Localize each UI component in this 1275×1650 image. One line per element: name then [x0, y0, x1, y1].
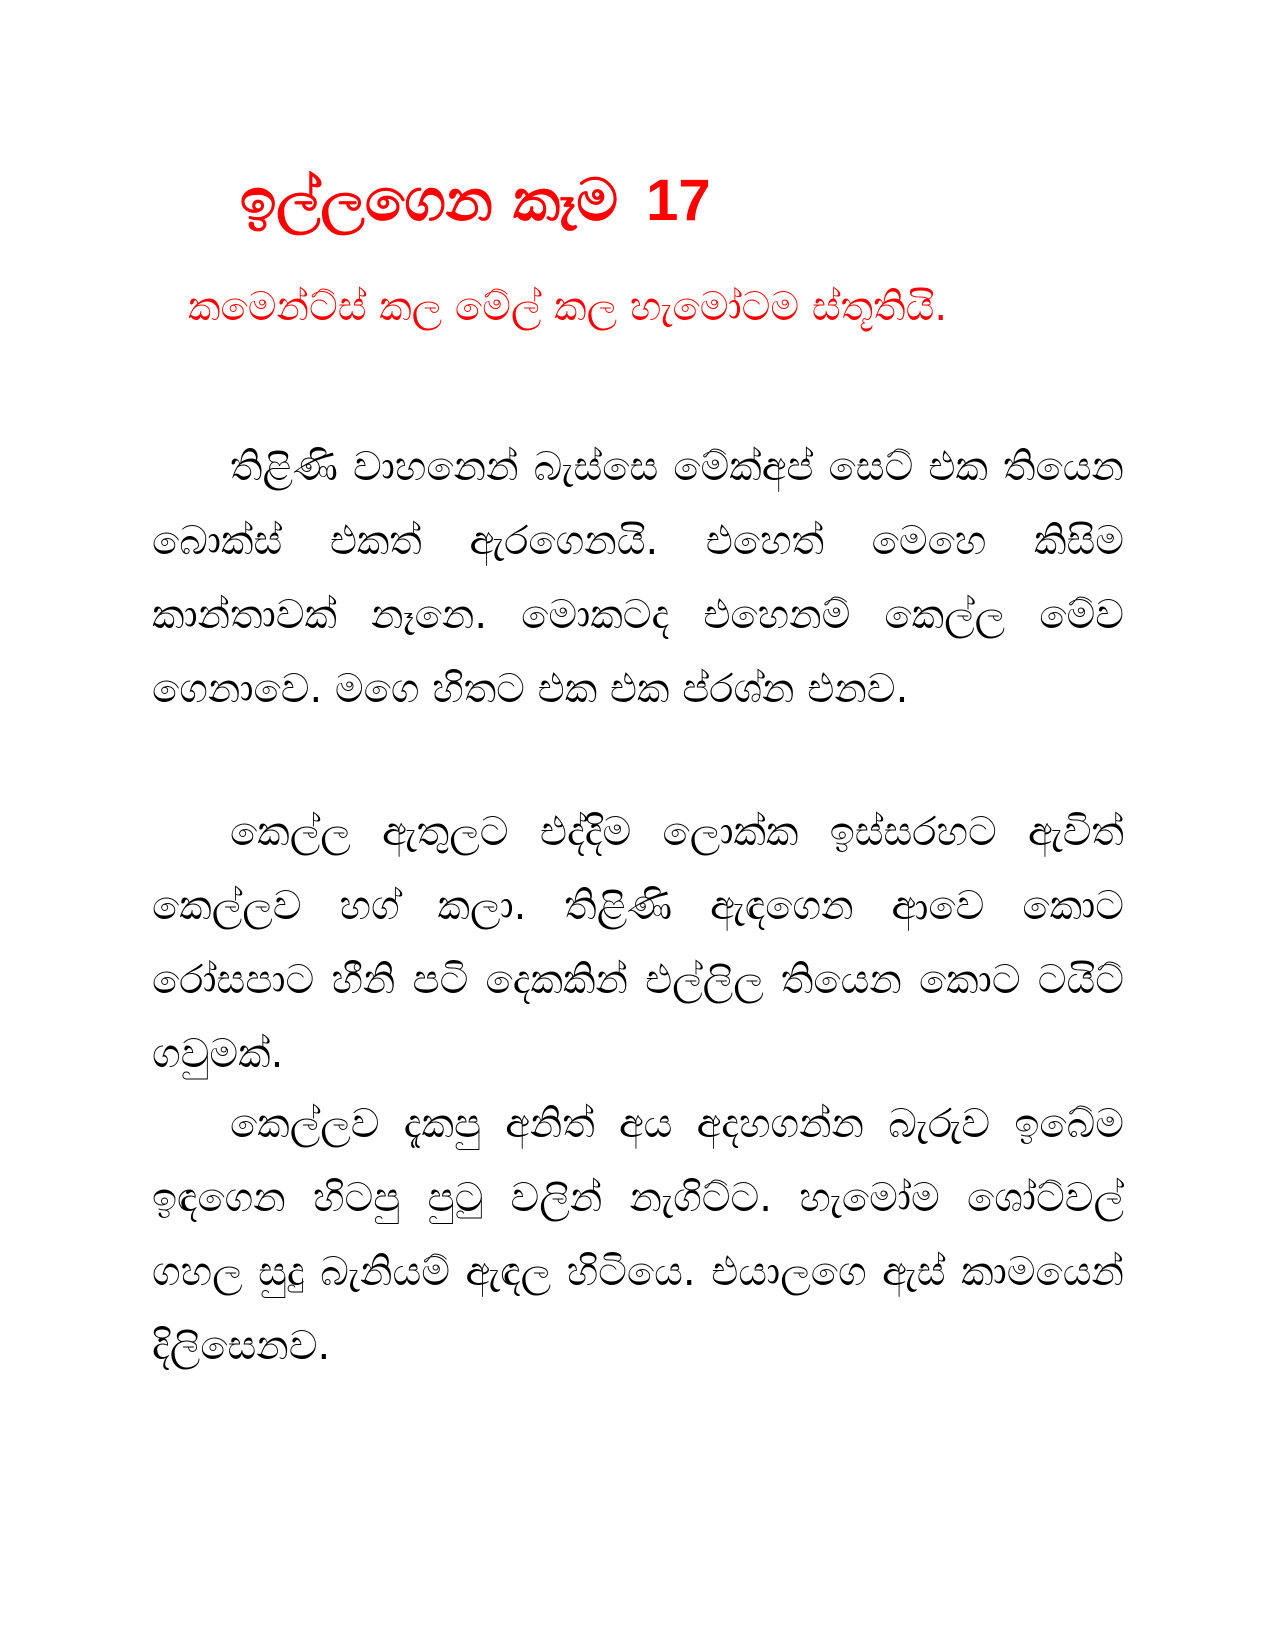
- paragraph-1: තිළිණි වාහනෙන් බැස්සෙ මේක්අප් සෙට් එක තියෙන බොක්ස් එකත් ඇරගෙනයි. එහෙත් මෙහෙ කිසිම කාන්තාවක් නෑනෙ. මොකටද එහෙනම් කෙල්ල මේව ගෙනාවෙ. මගෙ හිතට එක එක ප්රශ්න එනව.: [152, 444, 1124, 712]
- paragraph-2: කෙල්ල ඇතුලට එද්දිම ලොක්ක ඉස්සරහට ඇවිත් කෙල්ලව හග් කලා. තිළිණි ඇඳගෙන ආවෙ කොට රෝසපාට හීනි පටි දෙකකින් එල්ලිල තියෙන කොට ටයිට් ගවුමක්.: [152, 809, 1124, 1077]
- page-title: [240, 160, 711, 241]
- title-text: ඉල්ලගෙන කෑම: [240, 166, 619, 234]
- thanks-note: කමෙන්ට්ස් කල මේල් කල හැමෝටම ස්තූතියි.: [188, 284, 948, 330]
- chapter-number: 17: [646, 168, 711, 233]
- paragraph-3: කෙල්ලව දැකපු අනිත් අය අදහගන්න බැරුව ඉබේම ඉඳගෙන හිටපු පුටු වලින් නැගිට්ට. හැමෝම ශෝට්වල් ගහල සුදු බැනියම් ඇඳල හිටියෙ. එයාලගෙ ඇස් කාමයෙන් දිලිසෙනව.: [152, 1101, 1124, 1369]
